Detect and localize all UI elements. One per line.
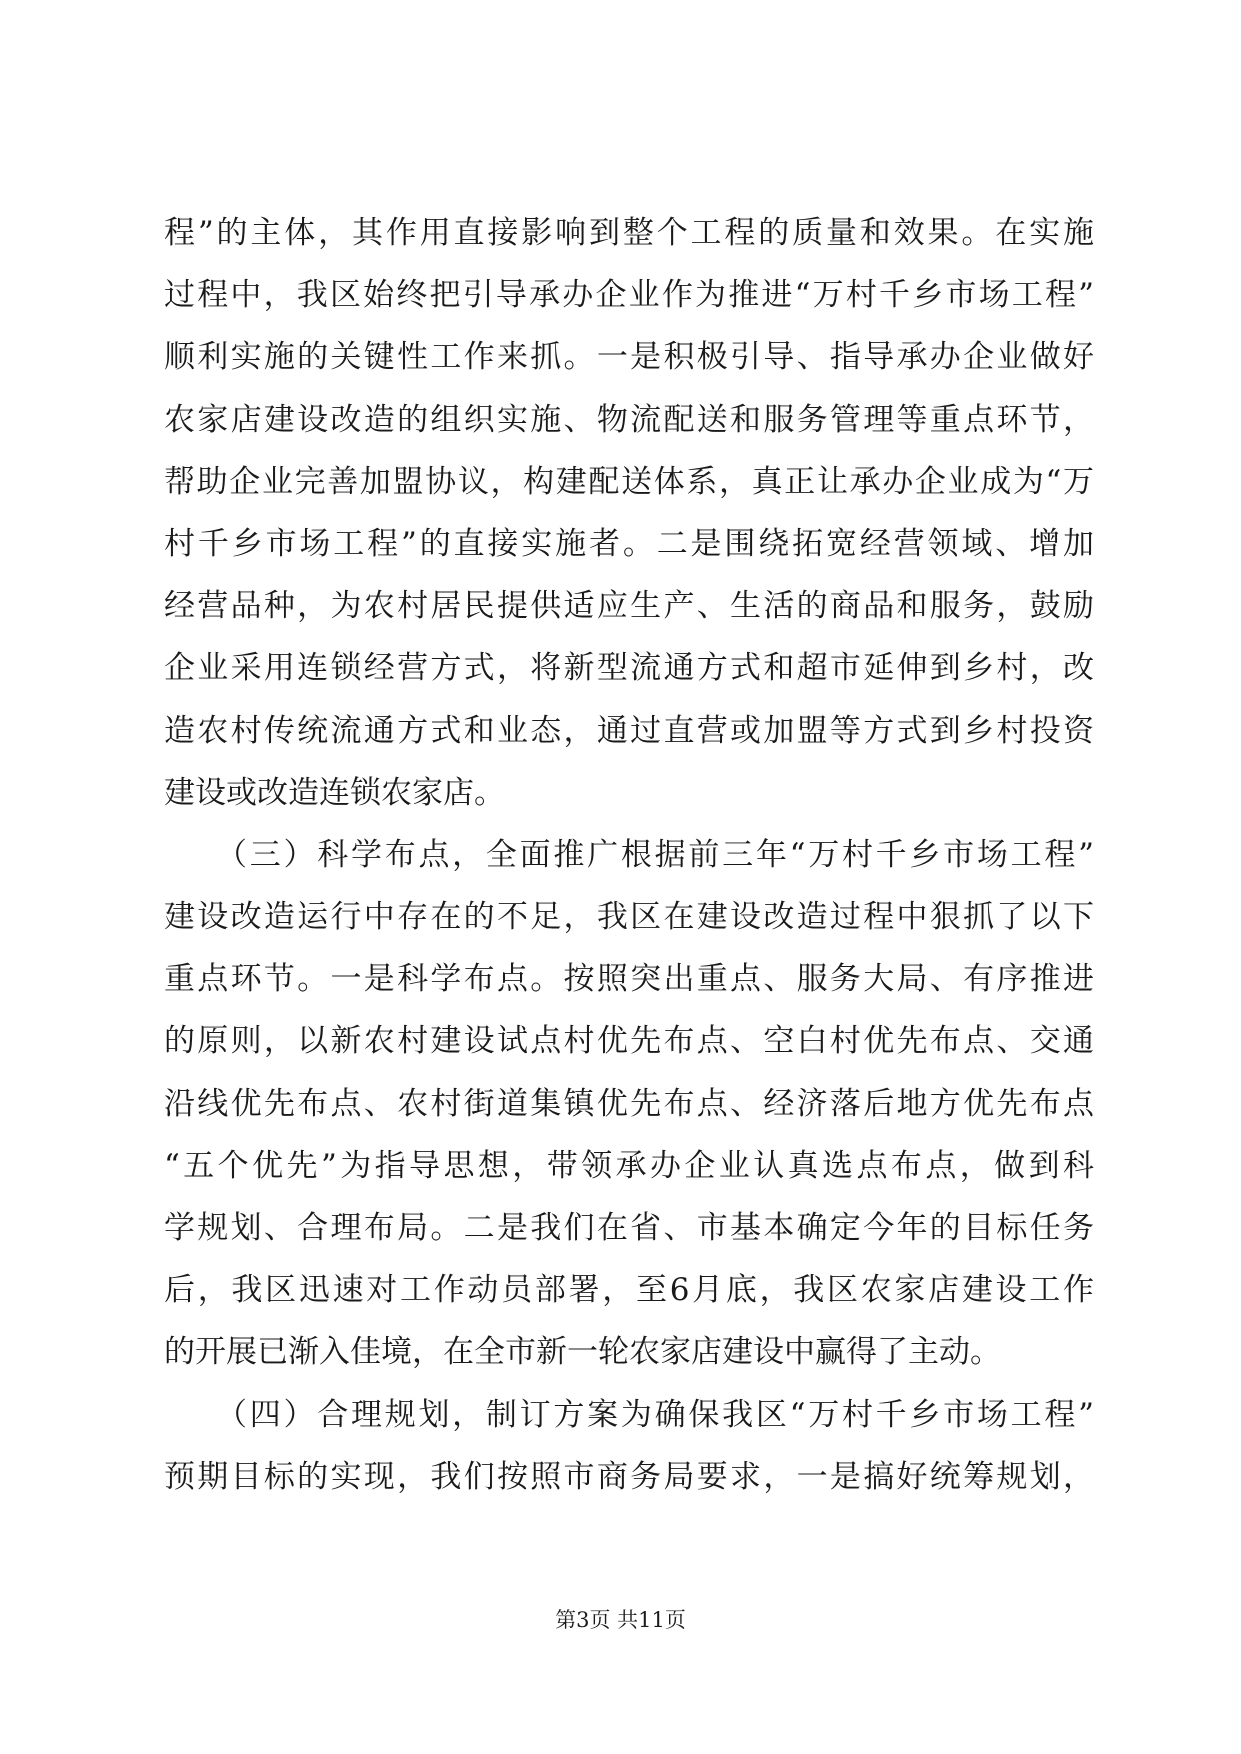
text-line: 建设或改造连锁农家店。 xyxy=(164,774,505,811)
text-line: 顺利实施的关键性工作来抓。一是积极引导、指导承办企业做好 xyxy=(164,339,1094,376)
text-line: 过程中，我区始终把引导承办企业作为推进“万村千乡市场工程” xyxy=(164,277,1094,314)
text-line: 学规划、合理布局。二是我们在省、市基本确定今年的目标任务 xyxy=(164,1210,1094,1246)
text-line: 企业采用连锁经营方式，将新型流通方式和超市延伸到乡村，改 xyxy=(164,650,1094,687)
text-line: 程”的主体，其作用直接影响到整个工程的质量和效果。在实施 xyxy=(164,215,1094,251)
text-line: 建设改造运行中存在的不足，我区在建设改造过程中狠抓了以下 xyxy=(164,899,1094,936)
page-footer: 第3页 共11页 xyxy=(555,1608,686,1632)
text-line: （三）科学布点，全面推广根据前三年“万村千乡市场工程” xyxy=(164,836,1094,873)
text-line: 造农村传统流通方式和业态，通过直营或加盟等方式到乡村投资 xyxy=(164,712,1094,749)
text-line: 重点环节。一是科学布点。按照突出重点、服务大局、有序推进 xyxy=(164,961,1094,998)
text-line: （四）合理规划，制订方案为确保我区“万村千乡市场工程” xyxy=(164,1396,1094,1433)
text-line: 帮助企业完善加盟协议，构建配送体系，真正让承办企业成为“万 xyxy=(164,463,1094,500)
text-line: 经营品种，为农村居民提供适应生产、生活的商品和服务，鼓励 xyxy=(164,588,1094,625)
text-line: “五个优先”为指导思想，带领承办企业认真选点布点，做到科 xyxy=(164,1147,1094,1184)
text-line: 沿线优先布点、农村街道集镇优先布点、经济落后地方优先布点 xyxy=(164,1085,1094,1122)
text-line: 的开展已渐入佳境，在全市新一轮农家店建设中赢得了主动。 xyxy=(164,1334,1001,1371)
text-line: 农家店建设改造的组织实施、物流配送和服务管理等重点环节， xyxy=(164,401,1094,438)
text-line: 的原则，以新农村建设试点村优先布点、空白村优先布点、交通 xyxy=(164,1023,1094,1060)
body-text xyxy=(164,202,1094,1508)
text-line: 预期目标的实现，我们按照市商务局要求，一是搞好统筹规划， xyxy=(164,1458,1094,1495)
text-line: 后，我区迅速对工作动员部署，至6月底，我区农家店建设工作 xyxy=(164,1272,1094,1309)
text-line: 村千乡市场工程”的直接实施者。二是围绕拓宽经营领域、增加 xyxy=(164,525,1094,562)
